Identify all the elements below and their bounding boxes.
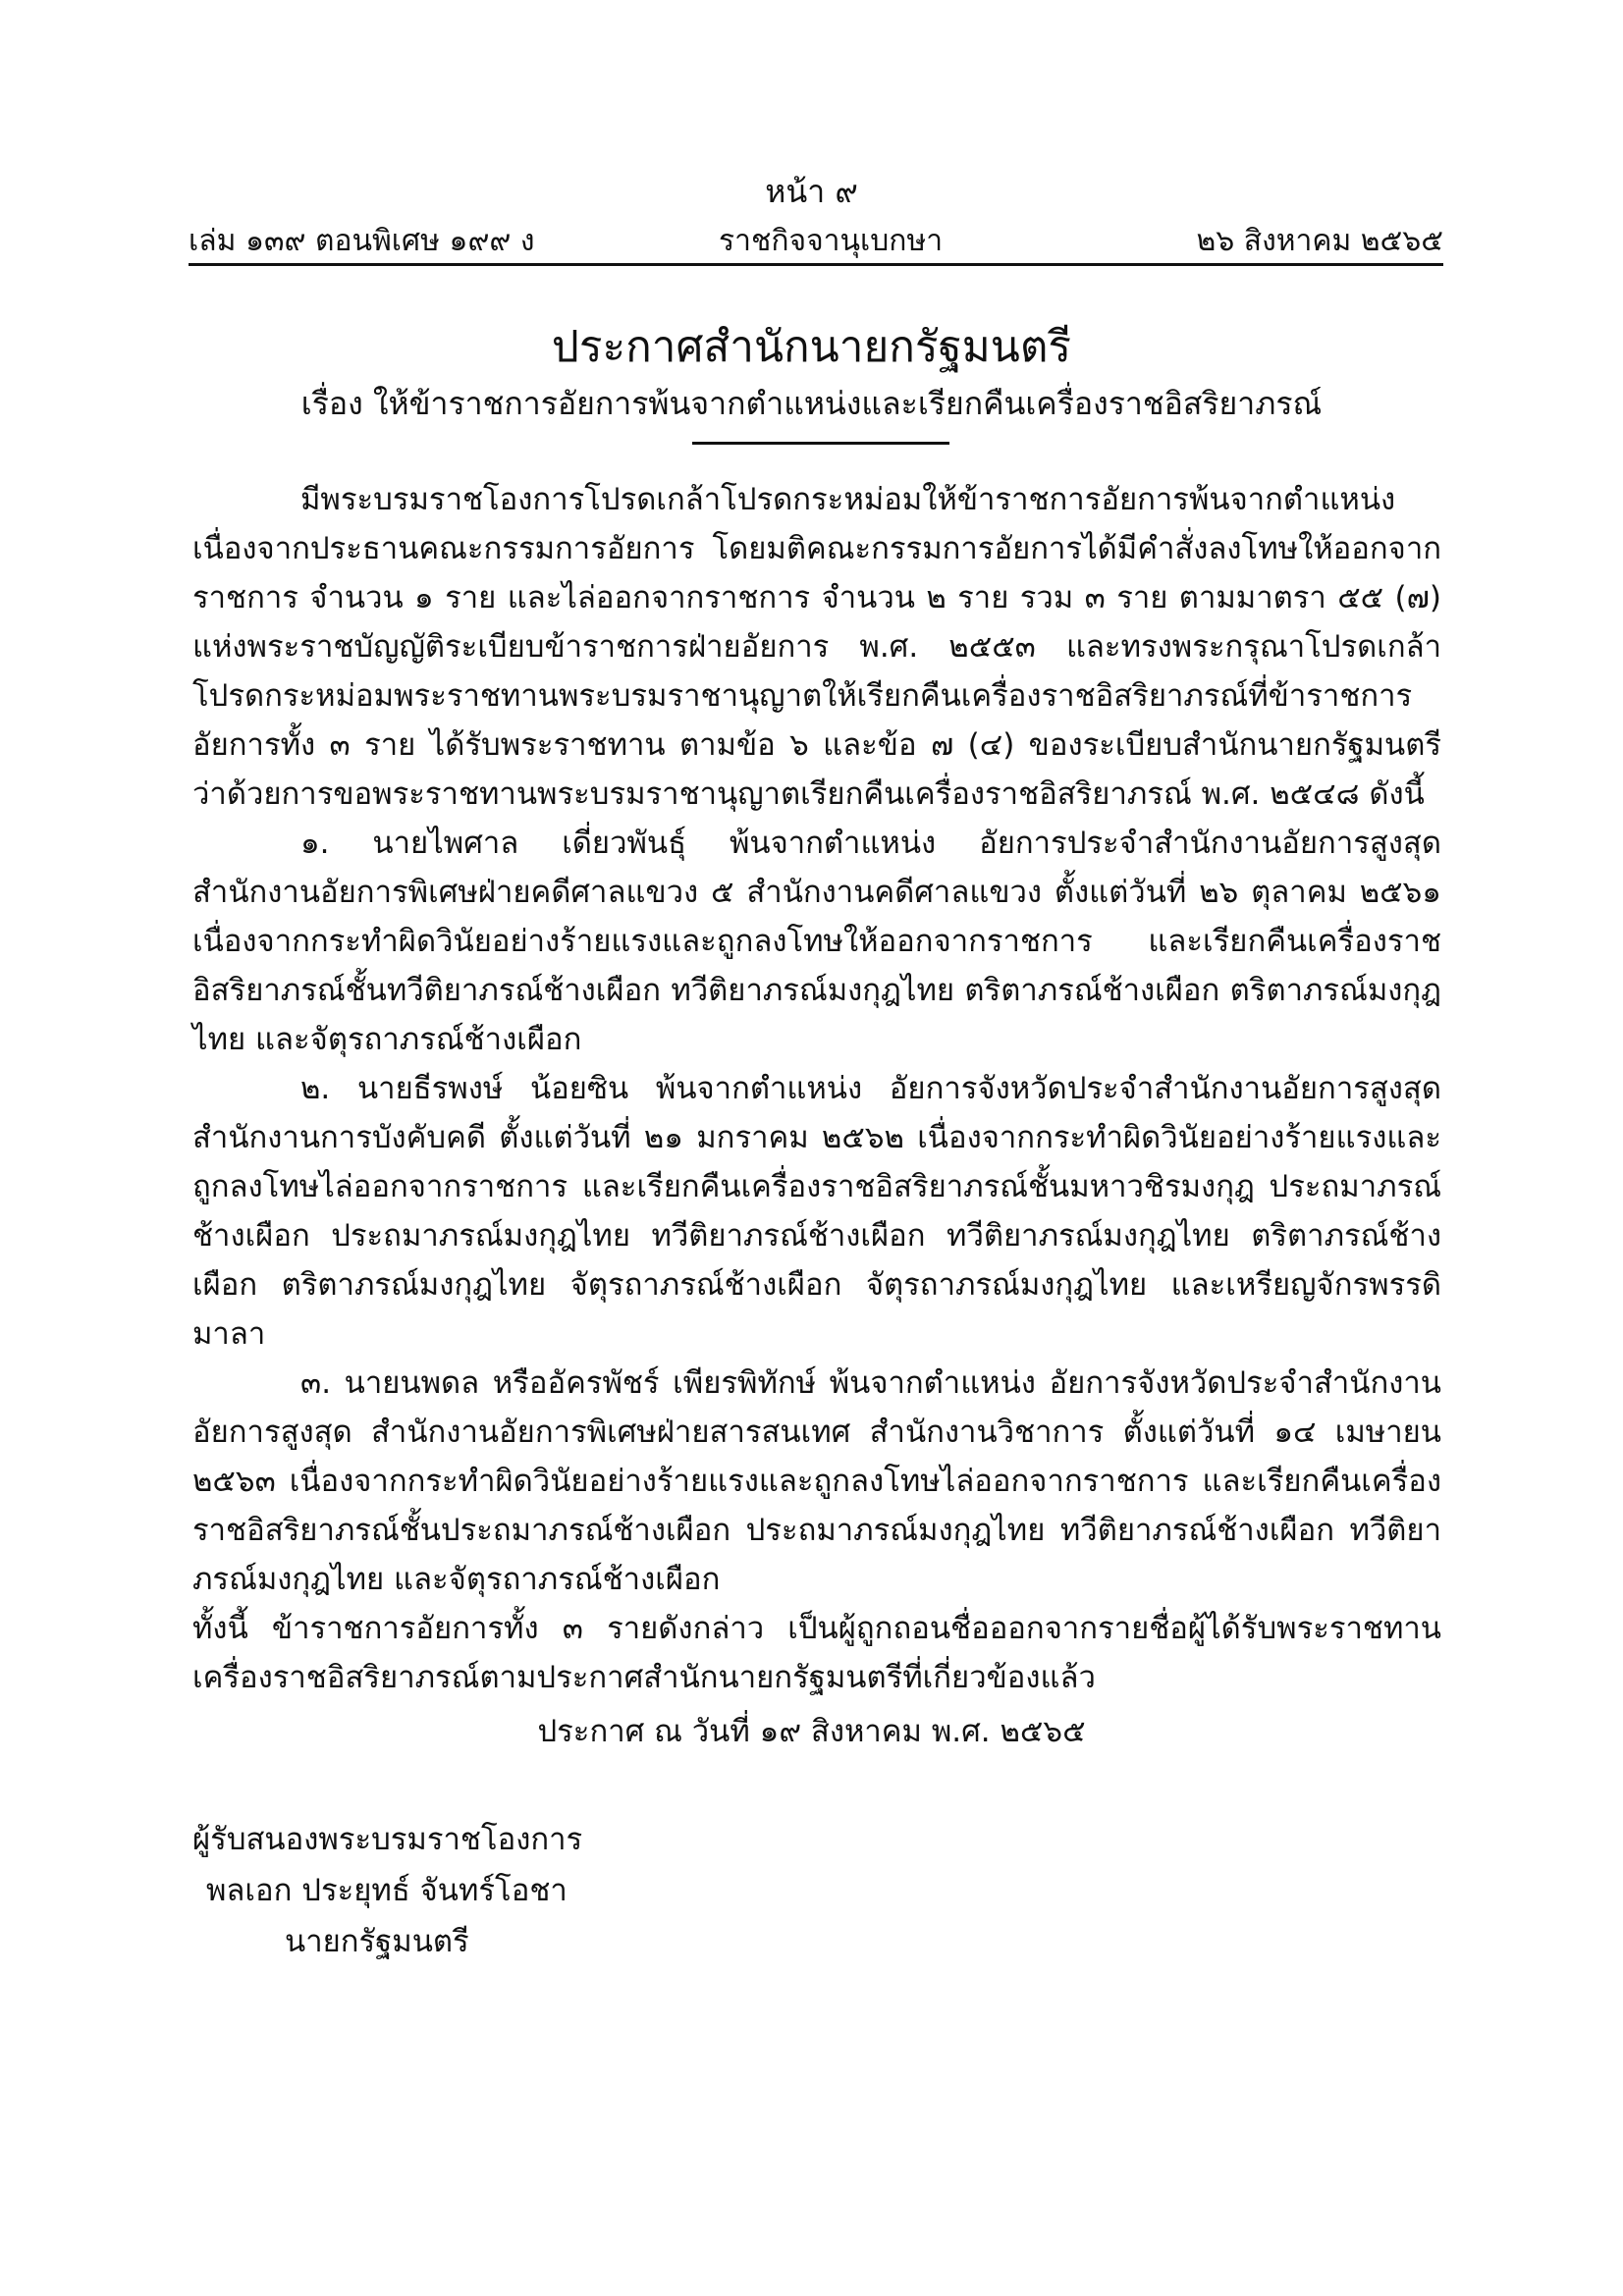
title-rule [692,442,949,445]
volume-info: เล่ม ๑๓๙ ตอนพิเศษ ๑๙๙ ง [189,224,535,258]
document-subject: เรื่อง ให้ข้าราชการอัยการพ้นจากตำแหน่งและเรียกคืนเครื่องราชอิสริยาภรณ์ [300,385,1323,422]
announcement-date: ประกาศ ณ วันที่ ๑๙ สิงหาคม พ.ศ. ๒๕๖๕ [537,1714,1086,1749]
page-number: หน้า ๙ [765,173,858,210]
document-title: ประกาศสำนักนายกรัฐมนตรี [551,322,1072,372]
header-rule [189,263,1443,266]
closing-paragraph: ทั้งนี้ ข้าราชการอัยการทั้ง ๓ รายดังกล่าว เป็นผู้ถูกถอนชื่อออกจากรายชื่อผู้ได้รับพระราชทานเครื่องราชอิสริยาภรณ์ตามประกาศสำนักนายกรัฐมนตรีที่เกี่ยวข้องแล้ว [192,1611,1441,1695]
item-2-paragraph: ๒. นายธีรพงษ์ น้อยซิน พ้นจากตำแหน่ง อัยการจังหวัดประจำสำนักงานอัยการสูงสุด สำนักงานการบังคับคดี ตั้งแต่วันที่ ๒๑ มกราคม ๒๕๖๒ เนื่องจากกระทำผิดวินัยอย่างร้ายแรงและถูกลงโทษไล่ออกจากราชการ และเรียกคืนเครื่องราชอิสริยาภรณ์ชั้นมหาวชิรมงกุฎ ประถมาภรณ์ช้างเผือก ประถมาภรณ์มงกุฎไทย ทวีติยาภรณ์ช้างเผือก ทวีติยาภรณ์มงกุฎไทย ตริตาภรณ์ช้างเผือก ตริตาภรณ์มงกุฎไทย จัตุรถาภรณ์ช้างเผือก จัตุรถาภรณ์มงกุฎไทย และเหรียญจักรพรรดิมาลา [192,1071,1441,1352]
publication-date: ๒๖ สิงหาคม ๒๕๖๕ [1196,224,1443,258]
document-body [192,475,1441,1702]
signer-title: นายกรัฐมนตรี [285,1924,469,1959]
item-3-paragraph: ๓. นายนพดล หรืออัครพัชร์ เพียรพิทักษ์ พ้นจากตำแหน่ง อัยการจังหวัดประจำสำนักงานอัยการสูงสุด สำนักงานอัยการพิเศษฝ่ายสารสนเทศ สำนักงานวิชาการ ตั้งแต่วันที่ ๑๔ เมษายน ๒๕๖๓ เนื่องจากกระทำผิดวินัยอย่างร้ายแรงและถูกลงโทษไล่ออกจากราชการ และเรียกคืนเครื่องราชอิสริยาภรณ์ชั้นประถมาภรณ์ช้างเผือก ประถมาภรณ์มงกุฎไทย ทวีติยาภรณ์ช้างเผือก ทวีติยาภรณ์มงกุฎไทย และจัตุรถาภรณ์ช้างเผือก [192,1365,1441,1597]
preamble-paragraph: มีพระบรมราชโองการโปรดเกล้าโปรดกระหม่อมให้ข้าราชการอัยการพ้นจากตำแหน่งเนื่องจากประธานคณะกรรมการอัยการ โดยมติคณะกรรมการอัยการได้มีคำสั่งลงโทษให้ออกจากราชการ จำนวน ๑ ราย และไล่ออกจากราชการ จำนวน ๒ ราย รวม ๓ ราย ตามมาตรา ๕๕ (๗) แห่งพระราชบัญญัติระเบียบข้าราชการฝ่ายอัยการ พ.ศ. ๒๕๕๓ และทรงพระกรุณาโปรดเกล้าโปรดกระหม่อมพระราชทานพระบรมราชานุญาตให้เรียกคืนเครื่องราชอิสริยาภรณ์ที่ข้าราชการอัยการทั้ง ๓ ราย ได้รับพระราชทาน ตามข้อ ๖ และข้อ ๗ (๔) ของระเบียบสำนักนายกรัฐมนตรี ว่าด้วยการขอพระราชทานพระบรมราชานุญาตเรียกคืนเครื่องราชอิสริยาภรณ์ พ.ศ. ๒๕๔๘ ดังนี้ [192,482,1441,812]
countersign-label: ผู้รับสนองพระบรมราชโองการ [192,1822,583,1857]
item-1-paragraph: ๑. นายไพศาล เดี่ยวพันธุ์ พ้นจากตำแหน่ง อัยการประจำสำนักงานอัยการสูงสุด สำนักงานอัยการพิเศษฝ่ายคดีศาลแขวง ๕ สำนักงานคดีศาลแขวง ตั้งแต่วันที่ ๒๖ ตุลาคม ๒๕๖๑ เนื่องจากกระทำผิดวินัยอย่างร้ายแรงและถูกลงโทษให้ออกจากราชการ และเรียกคืนเครื่องราชอิสริยาภรณ์ชั้นทวีติยาภรณ์ช้างเผือก ทวีติยาภรณ์มงกุฎไทย ตริตาภรณ์ช้างเผือก ตริตาภรณ์มงกุฎไทย และจัตุรถาภรณ์ช้างเผือก [192,826,1441,1057]
gazette-name: ราชกิจจานุเบกษา [719,224,944,258]
signer-name: พลเอก ประยุทธ์ จันทร์โอชา [206,1873,568,1908]
gazette-header [189,218,1443,261]
